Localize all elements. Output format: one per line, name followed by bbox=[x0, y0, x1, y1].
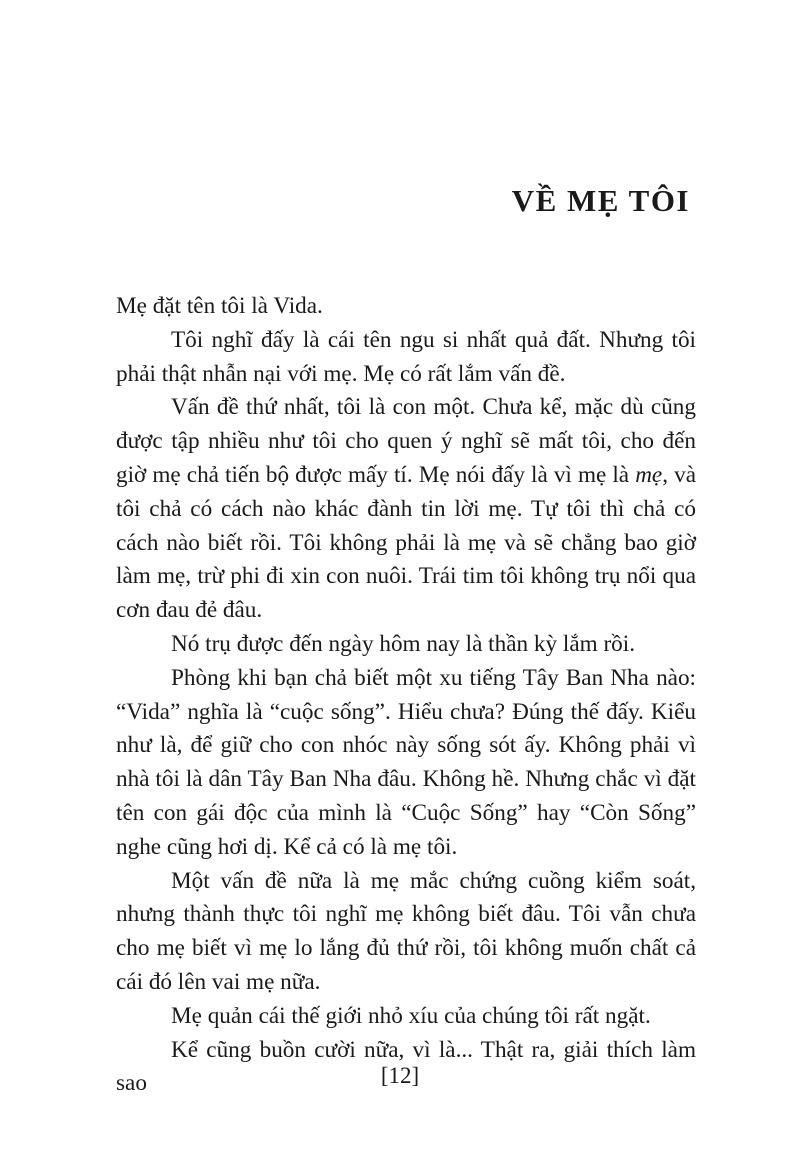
paragraph: Kể cũng buồn cười nữa, vì là... Thật ra, giải thích làm sao bbox=[116, 1036, 696, 1097]
paragraph: Mẹ đặt tên tôi là Vida. bbox=[116, 293, 323, 319]
paragraph: Tôi nghĩ đấy là cái tên ngu si nhất quả đất. Nhưng tôi phải thật nhẫn nại với mẹ. Mẹ có rất lắm vấn đề. bbox=[116, 326, 696, 387]
paragraph: Nó trụ được đến ngày hôm nay là thần kỳ lắm rồi. bbox=[171, 630, 635, 657]
emphasized-word: mẹ bbox=[635, 461, 663, 488]
paragraph-text: , và tôi chả có cách nào khác đành tin lời mẹ. Tự tôi thì chả có cách nào biết rồi. Tôi không phải là mẹ và sẽ chẳng bao giờ làm mẹ, trừ phi đi xin con nuôi. Trái tim tôi không trụ nổi qua cơn đau đẻ đâu. bbox=[116, 461, 696, 624]
paragraph-text: Vấn đề thứ nhất, tôi là con một. Chưa kể, mặc dù cũng được tập nhiều như tôi cho quen ý nghĩ sẽ mất tôi, cho đến giờ mẹ chả tiến bộ được mấy tí. Mẹ nói đấy là vì mẹ là bbox=[116, 394, 696, 488]
paragraph: Phòng khi bạn chả biết một xu tiếng Tây Ban Nha nào: “Vida” nghĩa là “cuộc sống”. Hiểu chưa? Đúng thế đấy. Kiểu như là, để giữ cho con nhóc này sống sót ấy. Không phải vì nhà tôi là dân Tây Ban Nha đâu. Không hề. Nhưng chắc vì đặt tên con gái độc của mình là “Cuộc Sống” hay “Còn Sống” nghe cũng hơi dị. Kể cả có là mẹ tôi. bbox=[116, 664, 696, 860]
chapter-title: VỀ MẸ TÔI bbox=[511, 183, 690, 218]
paragraph: Mẹ quản cái thế giới nhỏ xíu của chúng tôi rất ngặt. bbox=[171, 1002, 651, 1029]
paragraph bbox=[116, 391, 696, 628]
page-number: [12] bbox=[380, 1063, 420, 1088]
paragraph: Một vấn đề nữa là mẹ mắc chứng cuồng kiểm soát, nhưng thành thực tôi nghĩ mẹ không biết đâu. Tôi vẫn chưa cho mẹ biết vì mẹ lo lắng đủ thứ rồi, tôi không muốn chất cả cái đó lên vai mẹ nữa. bbox=[116, 867, 696, 995]
body-text bbox=[116, 290, 696, 1101]
